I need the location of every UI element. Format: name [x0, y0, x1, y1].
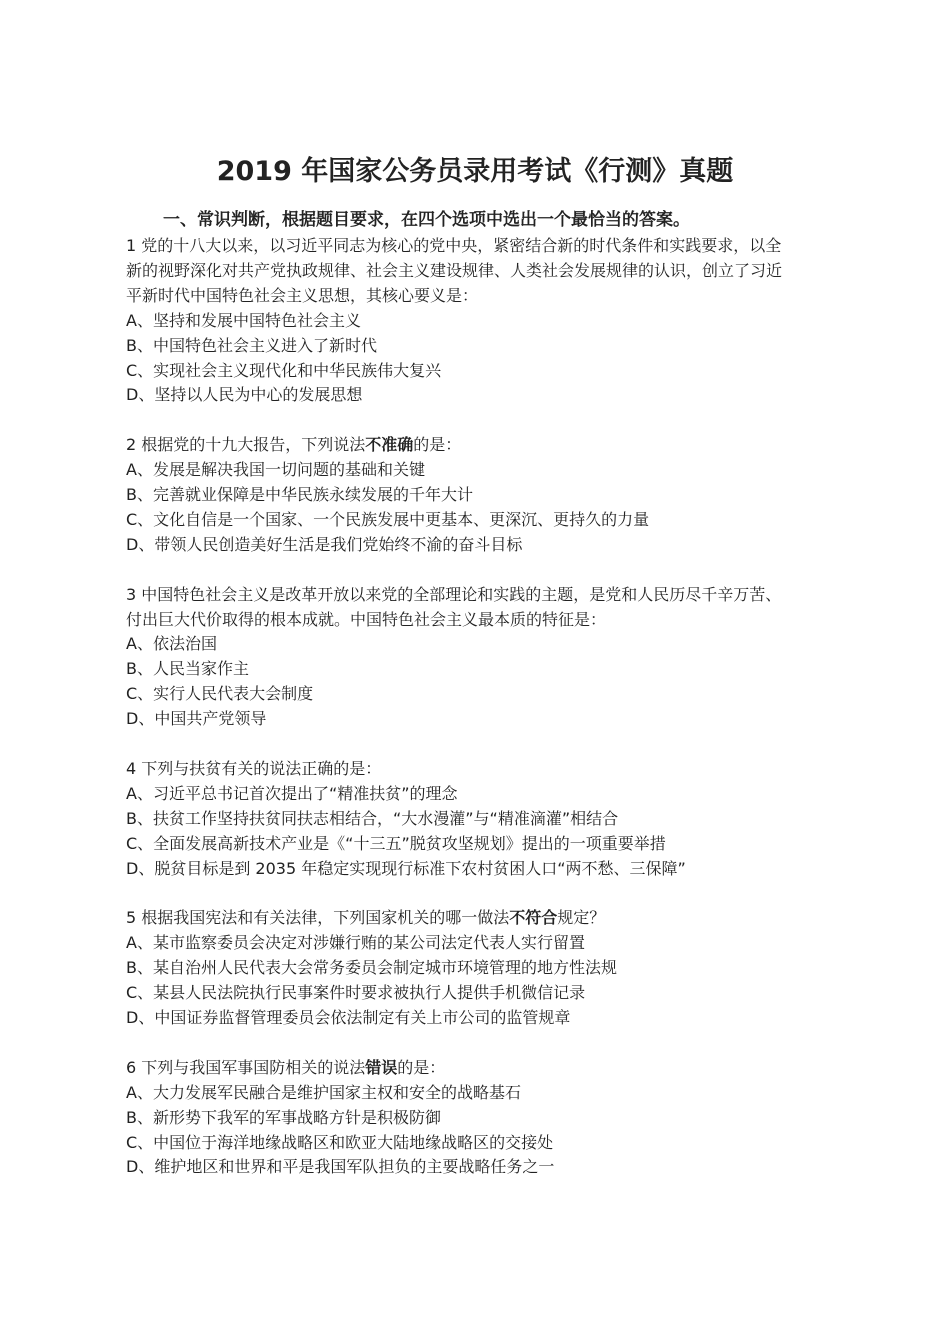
option-a: A、依法治国	[126, 634, 217, 654]
option-d: D、脱贫目标是到 2035 年稳定实现现行标准下农村贫困人口“两不愁、三保障”	[126, 858, 686, 878]
option-b: B、中国特色社会主义进入了新时代	[126, 335, 377, 355]
question-3	[126, 583, 826, 732]
question-stem-line: 平新时代中国特色社会主义思想，其核心要义是：	[126, 285, 479, 305]
option-b: B、完善就业保障是中华民族永续发展的千年大计	[126, 485, 473, 505]
option-d: D、维护地区和世界和平是我国军队担负的主要战略任务之一	[126, 1157, 555, 1177]
question-1	[126, 234, 826, 408]
question-stem-line: 1 党的十八大以来，以习近平同志为核心的党中央，紧密结合新的时代条件和实践要求，以全	[126, 236, 782, 255]
option-a: A、大力发展军民融合是维护国家主权和安全的战略基石	[126, 1082, 521, 1102]
option-a: A、坚持和发展中国特色社会主义	[126, 310, 361, 330]
question-stem	[126, 433, 826, 458]
stem-emphasis: 错误	[365, 1057, 398, 1077]
option-b: B、新形势下我军的军事战略方针是积极防御	[126, 1107, 441, 1127]
question-4	[126, 757, 826, 882]
question-stem-line: 3 中国特色社会主义是改革开放以来党的全部理论和实践的主题，是党和人民历尽千辛万苦、	[126, 584, 782, 604]
stem-text: 的是：	[413, 435, 462, 455]
option-c: C、实行人民代表大会制度	[126, 684, 314, 704]
option-d: D、带领人民创造美好生活是我们党始终不渝的奋斗目标	[126, 534, 523, 554]
question-5	[126, 906, 826, 1031]
option-c: C、中国位于海洋地缘战略区和欧亚大陆地缘战略区的交接处	[126, 1132, 554, 1152]
stem-text: 6 下列与我国军事国防相关的说法	[126, 1057, 366, 1077]
option-b: B、某自治州人民代表大会常务委员会制定城市环境管理的地方性法规	[126, 958, 617, 978]
option-b: B、扶贫工作坚持扶贫同扶志相结合，“大水漫灌”与“精准滴灌”相结合	[126, 808, 619, 828]
section-heading: 一、常识判断，根据题目要求，在四个选项中选出一个最恰当的答案。	[163, 210, 690, 230]
option-a: A、发展是解决我国一切问题的基础和关键	[126, 460, 425, 480]
question-stem-line: 付出巨大代价取得的根本成就。中国特色社会主义最本质的特征是：	[126, 609, 607, 629]
question-2	[126, 433, 826, 558]
question-list	[126, 234, 826, 1205]
page-title: 2019 年国家公务员录用考试《行测》真题	[216, 156, 734, 187]
option-c: C、实现社会主义现代化和中华民族伟大复兴	[126, 360, 442, 380]
stem-emphasis: 不符合	[509, 908, 558, 928]
option-a: A、习近平总书记首次提出了“精准扶贫”的理念	[126, 783, 458, 803]
stem-emphasis: 不准确	[365, 435, 414, 455]
option-d: D、坚持以人民为中心的发展思想	[126, 385, 363, 405]
stem-text: 的是：	[397, 1057, 446, 1077]
question-stem-line: 4 下列与扶贫有关的说法正确的是：	[126, 758, 382, 778]
stem-text: 5 根据我国宪法和有关法律，下列国家机关的哪一做法	[126, 908, 510, 928]
stem-text: 规定？	[557, 908, 606, 928]
option-c: C、全面发展高新技术产业是《“十三五”脱贫攻坚规划》提出的一项重要举措	[126, 833, 666, 853]
option-a: A、某市监察委员会决定对涉嫌行贿的某公司法定代表人实行留置	[126, 933, 585, 953]
option-d: D、中国共产党领导	[126, 709, 267, 729]
question-stem-line: 新的视野深化对共产党执政规律、社会主义建设规律、人类社会发展规律的认识，创立了习近	[126, 260, 783, 280]
question-stem	[126, 906, 826, 931]
question-6	[126, 1056, 826, 1181]
stem-text: 2 根据党的十九大报告，下列说法	[126, 435, 366, 455]
option-d: D、中国证券监督管理委员会依法制定有关上市公司的监管规章	[126, 1008, 571, 1028]
option-c: C、某县人民法院执行民事案件时要求被执行人提供手机微信记录	[126, 983, 586, 1003]
option-c: C、文化自信是一个国家、一个民族发展中更基本、更深沉、更持久的力量	[126, 509, 650, 529]
question-stem	[126, 1056, 826, 1081]
option-b: B、人民当家作主	[126, 659, 249, 679]
